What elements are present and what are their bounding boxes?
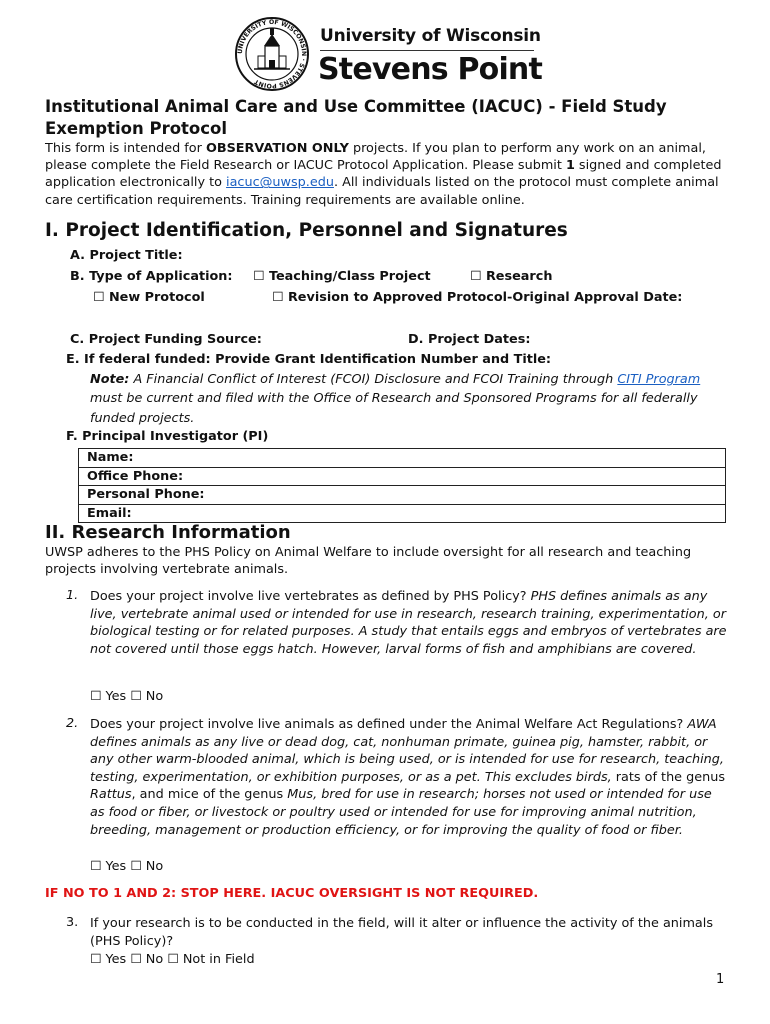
note-text-2: must be current and filed with the Office of Research and Sponsored Programs for all federally funded projects. [90, 391, 698, 426]
checkbox-teaching[interactable]: ☐ [253, 269, 265, 284]
phs-policy-paragraph: UWSP adheres to the PHS Policy on Animal Welfare to include oversight for all research and teaching projects involving vertebrate animals. [45, 545, 692, 578]
federal-funded-label: E. If federal funded: Provide Grant Identification Number and Title: [66, 352, 552, 367]
checkbox-new-protocol[interactable]: ☐ [93, 290, 105, 305]
funding-source-label: C. Project Funding Source: [70, 332, 262, 347]
question-3: If your research is to be conducted in the field, will it alter or influence the activity of the animals (PHS Policy)? [90, 916, 713, 949]
intro-text-4: . All individuals listed on the protocol must complete animal care certification requirements. Training requirements are available online. [45, 175, 719, 208]
question-3-number: 3. [66, 915, 79, 930]
email-link[interactable]: iacuc@uwsp.edu [226, 175, 334, 191]
option-research[interactable] [470, 269, 552, 284]
page-number: 1 [716, 972, 725, 987]
q2-italic-1: AWA defines animals as any live or dead dog, cat, nonhuman primate, guinea pig, hamster, rabbit, or any other warm-blooded animal, which is being used, or is intended for use for research, teaching, testing, experimentation, or exhibition purposes, or as a pet. This excludes birds, [90, 717, 724, 785]
option-teaching[interactable] [253, 269, 431, 284]
project-dates-label: D. Project Dates: [408, 332, 531, 347]
q2-text: Does your project involve live animals as defined under the Animal Welfare Act Regulations? [90, 717, 688, 732]
university-seal-icon [234, 16, 310, 92]
q2-normal-1: rats of the genus [615, 769, 726, 785]
fcoi-note [90, 370, 710, 428]
form-title: Institutional Animal Care and Use Committee (IACUC) - Field Study Exemption Protocol [45, 97, 667, 138]
pi-table [78, 448, 726, 523]
pi-office-phone-row[interactable]: Office Phone: [79, 468, 725, 487]
question-1-number: 1. [66, 588, 79, 603]
question-2-answer[interactable]: ☐ Yes ☐ No [90, 859, 164, 874]
option-new-protocol[interactable] [93, 290, 205, 305]
new-protocol-label: New Protocol [108, 290, 205, 305]
checkbox-research[interactable]: ☐ [470, 269, 482, 284]
note-text-1: A Financial Conflict of Interest (FCOI) Disclosure and FCOI Training through [129, 372, 618, 387]
intro-text-2: projects. If you plan to perform any work on an animal, please complete the Field Research or IACUC Protocol Application. Please submit [45, 141, 706, 174]
intro-bold: OBSERVATION ONLY [205, 141, 349, 156]
research-label: Research [485, 269, 553, 284]
question-2 [90, 716, 730, 839]
q1-text: Does your project involve live vertebrates as defined by PHS Policy? [90, 589, 531, 604]
pi-section-label: F. Principal Investigator (PI) [66, 429, 269, 444]
option-revision[interactable] [272, 290, 682, 305]
seal-text: UNIVERSITY OF WISCONSIN · STEVENS POINT [236, 18, 308, 90]
type-of-application-label: B. Type of Application: [70, 269, 233, 284]
checkbox-revision[interactable]: ☐ [272, 290, 284, 305]
q2-italic-3: Mus, bred for use in research; horses not used or intended for use as food or fiber, or livestock or poultry used or intended for use for improving animal nutrition, breeding, management or production efficiency, or for improving the quality of food or fiber. [90, 787, 712, 838]
question-1-answer[interactable]: ☐ Yes ☐ No [90, 689, 164, 704]
intro-text-3: signed and completed application electronically to [45, 158, 722, 191]
stop-warning: IF NO TO 1 AND 2: STOP HERE. IACUC OVERSIGHT IS NOT REQUIRED. [45, 886, 539, 901]
section-2-heading: II. Research Information [45, 522, 291, 543]
question-1 [90, 588, 730, 658]
q2-normal-2: , and mice of the genus [131, 787, 288, 803]
question-2-number: 2. [66, 716, 79, 731]
note-label: Note: [90, 372, 130, 387]
intro-bold-2: 1 [565, 158, 575, 174]
pi-personal-phone-row[interactable]: Personal Phone: [79, 486, 725, 505]
q2-italic-2: Rattus [90, 787, 132, 803]
project-title-label: A. Project Title: [70, 248, 183, 263]
university-header [234, 14, 544, 94]
pi-name-row[interactable]: Name: [79, 449, 725, 468]
intro-paragraph [45, 140, 735, 209]
citi-program-link[interactable]: CITI Program [617, 372, 701, 387]
campus-name: Stevens Point [318, 52, 543, 87]
header-divider [320, 50, 534, 51]
q1-italic: PHS defines animals as any live, vertebrate animal used or intended for use in research, research training, experimentation, or biological testing or for related purposes. A study that entails eggs and embryos of vertebrates are not covered until those eggs hatch. However, larval forms of fish and amphibians are covered. [90, 589, 727, 657]
teaching-label: Teaching/Class Project [268, 269, 431, 284]
university-name: University of Wisconsin [320, 26, 541, 46]
intro-text-1: This form is intended for [45, 141, 206, 156]
section-1-heading: I. Project Identification, Personnel and Signatures [45, 220, 568, 241]
question-3-answer[interactable]: ☐ Yes ☐ No ☐ Not in Field [90, 952, 255, 967]
revision-label: Revision to Approved Protocol-Original Approval Date: [287, 290, 683, 305]
pi-email-row[interactable]: Email: [79, 505, 725, 524]
